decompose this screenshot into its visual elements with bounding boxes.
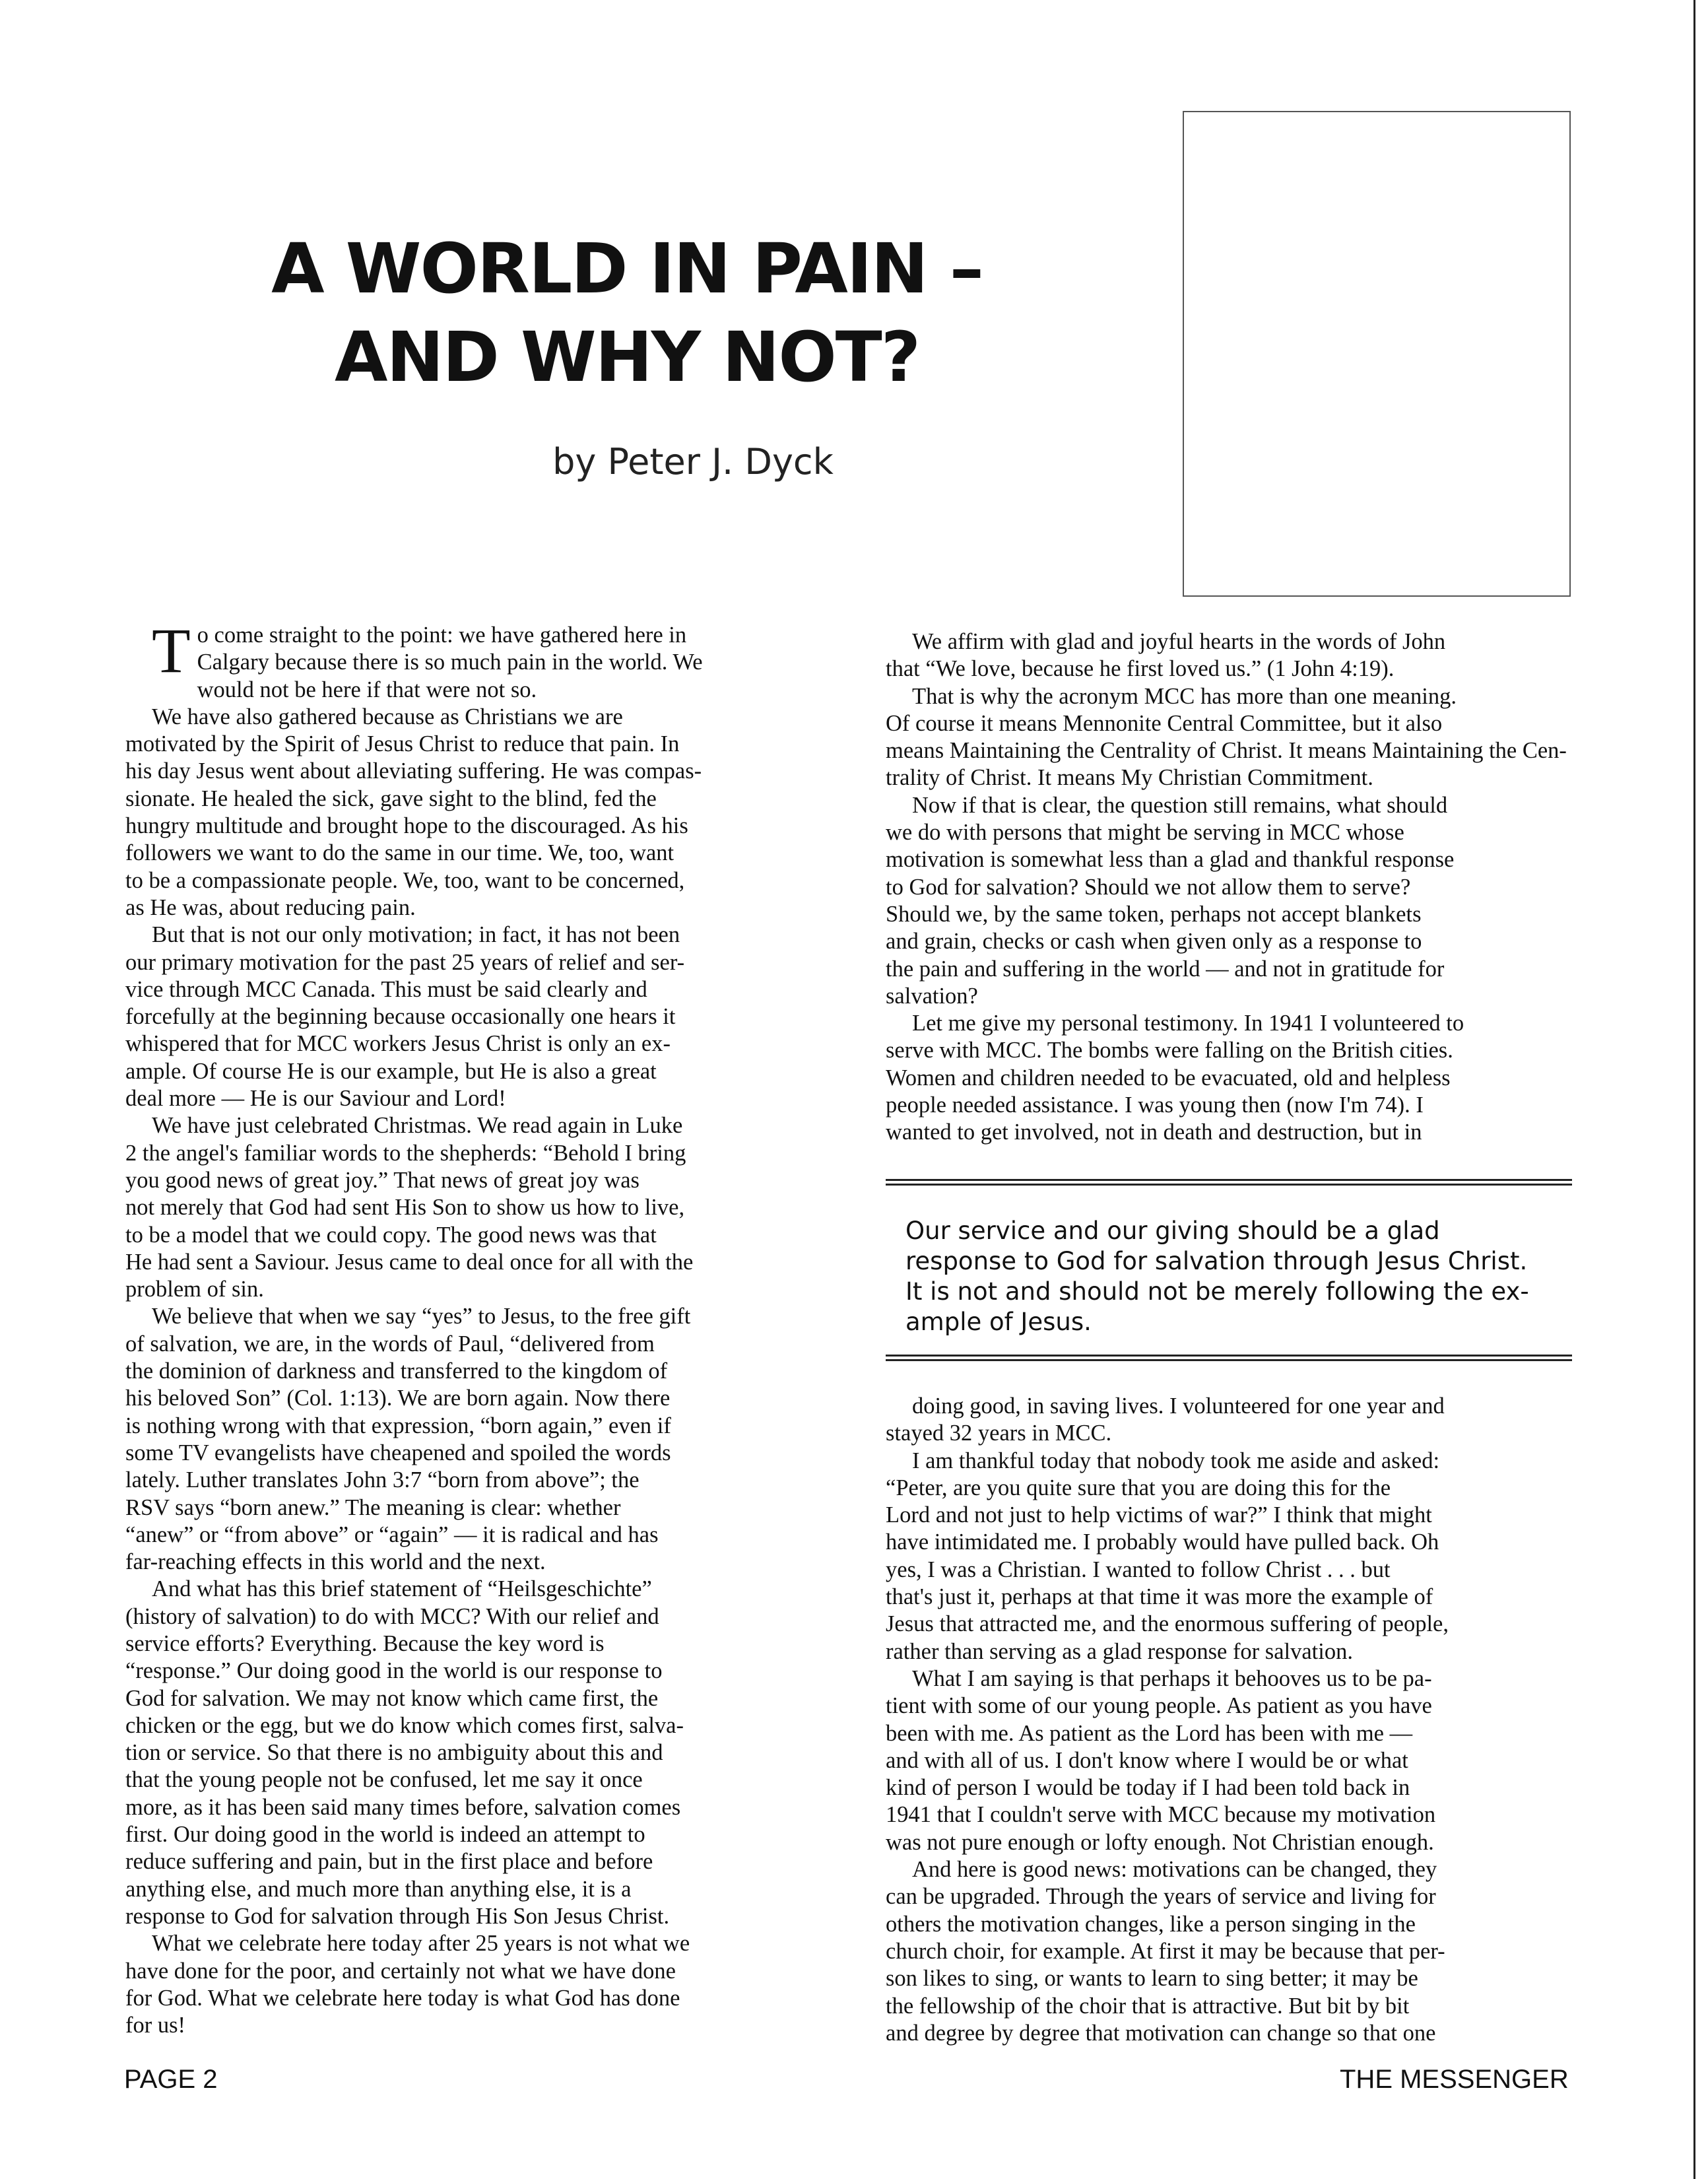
text-line: have done for the poor, and certainly not what we have done	[125, 1958, 676, 1984]
text-line: trality of Christ. It means My Christian Commitment.	[886, 765, 1373, 791]
article-title	[198, 224, 1056, 401]
text-line: What I am saying is that perhaps it behooves us to be pa-	[912, 1665, 1432, 1691]
paragraph	[125, 1930, 813, 2039]
text-line: He had sent a Saviour. Jesus came to deal once for all with the	[125, 1249, 694, 1275]
pull-quote-line: response to God for salvation through Jesus Christ.	[905, 1247, 1528, 1275]
text-line: Women and children needed to be evacuated, old and helpless	[886, 1065, 1451, 1090]
text-line: first. Our doing good in the world is indeed an attempt to	[125, 1822, 645, 1848]
text-line: deal more — He is our Saviour and Lord!	[125, 1086, 506, 1112]
text-line: far-reaching effects in this world and the next.	[125, 1549, 546, 1575]
text-line: his day Jesus went about alleviating suffering. He was compas-	[125, 758, 702, 784]
text-line: And here is good news: motivations can be changed, they	[912, 1857, 1437, 1883]
text-line: lately. Luther translates John 3:7 “born from above”; the	[125, 1467, 640, 1493]
text-line: can be upgraded. Through the years of service and living for	[886, 1884, 1436, 1910]
text-line: “Peter, are you quite sure that you are doing this for the	[886, 1475, 1391, 1500]
paragraph	[886, 1665, 1580, 1856]
paragraph	[125, 1303, 813, 1576]
text-line: is nothing wrong with that expression, “born again,” even if	[125, 1413, 671, 1438]
text-line: And what has this brief statement of “Heilsgeschichte”	[152, 1576, 652, 1602]
text-line: the fellowship of the choir that is attractive. But bit by bit	[886, 1993, 1410, 2019]
text-line: rather than serving as a glad response for salvation.	[886, 1638, 1353, 1664]
page-number: PAGE 2	[124, 2065, 218, 2094]
text-line: forcefully at the beginning because occasionally one hears it	[125, 1004, 676, 1030]
text-line: That is why the acronym MCC has more than one meaning.	[912, 683, 1457, 709]
text-line: problem of sin.	[125, 1277, 264, 1302]
paragraph	[886, 1448, 1580, 1665]
text-line: 2 the angel's familiar words to the shepherds: “Behold I bring	[125, 1140, 686, 1166]
text-line: kind of person I would be today if I had been told back in	[886, 1775, 1410, 1801]
text-line: We affirm with glad and joyful hearts in the words of John	[912, 629, 1446, 654]
text-line: We believe that when we say “yes” to Jesus, to the free gift	[152, 1304, 691, 1329]
paragraph	[125, 922, 813, 1112]
pull-quote-line: It is not and should not be merely following the ex-	[905, 1277, 1529, 1306]
pull-quote-top-rule	[886, 1179, 1572, 1186]
title-line-2: AND WHY NOT?	[334, 317, 920, 397]
text-line: and with all of us. I don't know where I would be or what	[886, 1747, 1408, 1773]
text-line: son likes to sing, or wants to learn to sing better; it may be	[886, 1966, 1418, 1992]
text-line: I am thankful today that nobody took me aside and asked:	[912, 1448, 1440, 1473]
paragraph	[886, 792, 1580, 1010]
text-line: followers we want to do the same in our time. We, too, want	[125, 840, 674, 866]
text-line: not merely that God had sent His Son to show us how to live,	[125, 1195, 685, 1221]
text-line: But that is not our only motivation; in fact, it has not been	[152, 922, 680, 948]
text-line: “anew” or “from above” or “again” — it is radical and has	[125, 1522, 659, 1547]
pull-quote	[886, 1179, 1572, 1365]
text-line: What we celebrate here today after 25 years is not what we	[152, 1931, 690, 1957]
text-line: means Maintaining the Centrality of Christ. It means Maintaining the Cen-	[886, 738, 1567, 764]
text-line: RSV says “born anew.” The meaning is clear: whether	[125, 1494, 621, 1520]
text-line: hungry multitude and brought hope to the discouraged. As his	[125, 813, 688, 839]
text-line: doing good, in saving lives. I volunteered for one year and	[912, 1393, 1445, 1419]
text-line: the dominion of darkness and transferred to the kingdom of	[125, 1358, 668, 1384]
text-line: Lord and not just to help victims of war?” I think that might	[886, 1502, 1432, 1528]
text-line: more, as it has been said many times before, salvation comes	[125, 1794, 681, 1820]
right-column-top	[886, 628, 1580, 1147]
text-line: o come straight to the point: we have gathered here in	[197, 622, 687, 648]
text-line: Calgary because there is so much pain in the world. We	[197, 650, 703, 675]
text-line: Jesus that attracted me, and the enormous suffering of people,	[886, 1611, 1449, 1637]
text-line: we do with persons that might be serving in MCC whose	[886, 820, 1404, 846]
text-line: whispered that for MCC workers Jesus Christ is only an ex-	[125, 1031, 671, 1057]
page-edge-line	[1693, 0, 1695, 2179]
text-line: vice through MCC Canada. This must be said clearly and	[125, 976, 647, 1002]
paragraph	[886, 628, 1580, 683]
paragraph	[125, 704, 813, 922]
text-line: have intimidated me. I probably would have pulled back. Oh	[886, 1529, 1439, 1555]
text-line: Of course it means Mennonite Central Committee, but it also	[886, 710, 1443, 736]
text-line: response to God for salvation through His Son Jesus Christ.	[125, 1903, 670, 1929]
text-line: 1941 that I couldn't serve with MCC because my motivation	[886, 1802, 1436, 1828]
text-line: service efforts? Everything. Because the key word is	[125, 1630, 605, 1656]
left-column	[125, 615, 813, 2039]
text-line: to be a model that we could copy. The good news was that	[125, 1222, 657, 1248]
pull-quote-text	[905, 1216, 1565, 1337]
text-line: Should we, by the same token, perhaps not accept blankets	[886, 901, 1422, 927]
text-line: people needed assistance. I was young then (now I'm 74). I	[886, 1092, 1424, 1118]
text-line: Now if that is clear, the question still remains, what should	[912, 792, 1448, 818]
text-line: the pain and suffering in the world — and not in gratitude for	[886, 956, 1445, 982]
title-line-1: A WORLD IN PAIN –	[271, 228, 983, 309]
text-line: our primary motivation for the past 25 years of relief and ser-	[125, 949, 685, 975]
text-line: others the motivation changes, like a person singing in the	[886, 1911, 1416, 1937]
text-line: been with me. As patient as the Lord has been with me —	[886, 1720, 1413, 1746]
right-column-bottom	[886, 1393, 1580, 2047]
photo-placeholder	[1183, 111, 1571, 597]
text-line: for us!	[125, 2013, 186, 2038]
text-line: would not be here if that were not so.	[197, 677, 537, 702]
pull-quote-line: ample of Jesus.	[905, 1308, 1092, 1336]
text-line: yes, I was a Christian. I wanted to follow Christ . . . but	[886, 1557, 1391, 1582]
text-line: We have just celebrated Christmas. We read again in Luke	[152, 1113, 683, 1139]
text-line: chicken or the egg, but we do know which comes first, salva-	[125, 1712, 684, 1738]
text-line: “response.” Our doing good in the world is our response to	[125, 1658, 663, 1684]
text-line: wanted to get involved, not in death and destruction, but in	[886, 1120, 1422, 1145]
text-line: tion or service. So that there is no ambiguity about this and	[125, 1740, 663, 1766]
text-line: was not pure enough or lofty enough. Not Christian enough.	[886, 1829, 1434, 1855]
text-line: motivated by the Spirit of Jesus Christ to reduce that pain. In	[125, 731, 680, 757]
text-line: stayed 32 years in MCC.	[886, 1421, 1112, 1446]
text-line: as He was, about reducing pain.	[125, 894, 416, 920]
drop-cap: T	[152, 615, 191, 686]
byline: by Peter J. Dyck	[552, 441, 834, 483]
text-line: church choir, for example. At first it may be because that per-	[886, 1938, 1445, 1964]
paragraph	[125, 1112, 813, 1303]
paragraph	[886, 683, 1580, 792]
text-line: that's just it, perhaps at that time it was more the example of	[886, 1584, 1433, 1610]
text-line: tient with some of our young people. As patient as you have	[886, 1693, 1432, 1719]
paragraph	[886, 1010, 1580, 1146]
text-line: anything else, and much more than anything else, it is a	[125, 1876, 632, 1902]
text-line: to be a compassionate people. We, too, want to be concerned,	[125, 867, 685, 893]
text-line: Let me give my personal testimony. In 1941 I volunteered to	[912, 1011, 1464, 1036]
text-line: (history of salvation) to do with MCC? With our relief and	[125, 1603, 659, 1629]
text-line: that the young people not be confused, let me say it once	[125, 1767, 643, 1793]
text-line: God for salvation. We may not know which came first, the	[125, 1685, 659, 1711]
text-line: reduce suffering and pain, but in the first place and before	[125, 1849, 653, 1875]
paragraph	[886, 1393, 1580, 1448]
pull-quote-line: Our service and our giving should be a glad	[905, 1217, 1440, 1245]
text-line: We have also gathered because as Christians we are	[152, 704, 623, 729]
text-line: that “We love, because he first loved us.” (1 John 4:19).	[886, 656, 1395, 682]
text-line: sionate. He healed the sick, gave sight to the blind, fed the	[125, 786, 657, 811]
text-line: of salvation, we are, in the words of Paul, “delivered from	[125, 1331, 655, 1357]
text-line: his beloved Son” (Col. 1:13). We are born again. Now there	[125, 1386, 671, 1411]
text-line: ample. Of course He is our example, but He is also a great	[125, 1058, 657, 1084]
text-line: to God for salvation? Should we not allow them to serve?	[886, 874, 1411, 900]
publication-name: THE MESSENGER	[1340, 2065, 1569, 2094]
paragraph	[125, 1576, 813, 1930]
text-line: and grain, checks or cash when given only as a response to	[886, 929, 1422, 955]
paragraph	[125, 615, 813, 704]
text-line: motivation is somewhat less than a glad and thankful response	[886, 847, 1455, 873]
paragraph	[886, 1856, 1580, 2047]
text-line: salvation?	[886, 983, 978, 1009]
text-line: and degree by degree that motivation can change so that one	[886, 2020, 1436, 2046]
text-line: you good news of great joy.” That news of great joy was	[125, 1167, 640, 1193]
text-line: serve with MCC. The bombs were falling on the British cities.	[886, 1038, 1453, 1063]
pull-quote-bottom-rule	[886, 1355, 1572, 1361]
text-line: some TV evangelists have cheapened and spoiled the words	[125, 1440, 671, 1465]
text-line: for God. What we celebrate here today is what God has done	[125, 1985, 680, 2011]
